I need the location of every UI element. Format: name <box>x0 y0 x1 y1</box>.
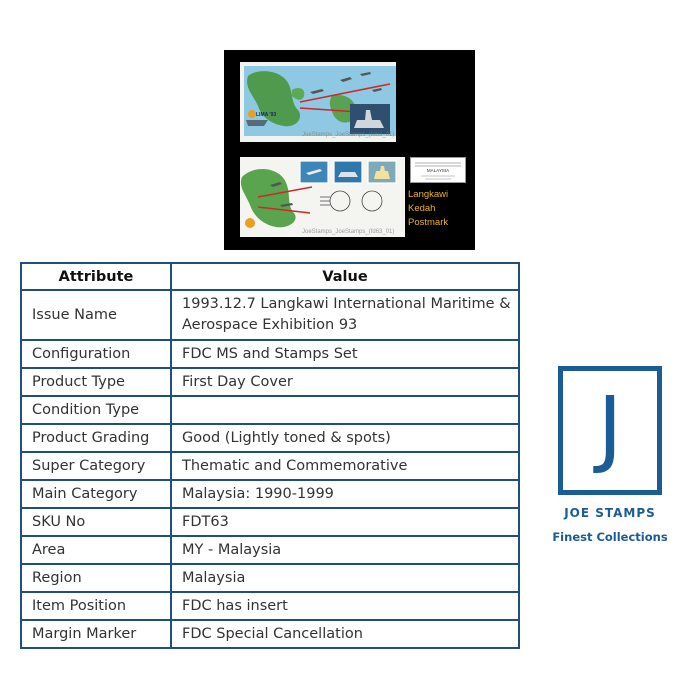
table-row <box>21 452 519 480</box>
attribute-cell: Region <box>21 564 171 592</box>
logo-brand-name: JOE STAMPS <box>564 506 656 520</box>
table-row <box>21 368 519 396</box>
table-row <box>21 508 519 536</box>
fdc-miniature-sheet <box>240 62 396 142</box>
attribute-cell: Product Grading <box>21 424 171 452</box>
table-row <box>21 290 519 340</box>
table-row <box>21 340 519 368</box>
attribute-cell: Area <box>21 536 171 564</box>
joe-stamps-logo <box>558 366 662 495</box>
header-value: Value <box>171 263 519 290</box>
watermark-text: JoeStamps_JoeStamps_(fd63_01) <box>302 229 395 235</box>
logo-letter: J <box>597 378 623 476</box>
lima-logo-text: LIMA '93 <box>256 112 277 118</box>
table-row <box>21 396 519 424</box>
value-cell: 1993.12.7 Langkawi International Maritime & Aerospace Exhibition 93 <box>171 290 519 340</box>
value-cell: Good (Lightly toned & spots) <box>171 424 519 452</box>
table-row <box>21 592 519 620</box>
product-photo <box>224 50 475 250</box>
postmark-country: MALAYSIA <box>426 168 450 173</box>
value-cell <box>171 396 519 424</box>
value-cell: FDT63 <box>171 508 519 536</box>
postmark-sample <box>410 157 466 183</box>
fdc-stamps-set <box>240 157 405 237</box>
caption-line: Postmark <box>408 217 449 228</box>
attribute-cell: Margin Marker <box>21 620 171 648</box>
attribute-cell: Configuration <box>21 340 171 368</box>
attribute-cell: Condition Type <box>21 396 171 424</box>
postmark-art <box>411 158 465 182</box>
value-cell: FDC Special Cancellation <box>171 620 519 648</box>
attribute-cell: Item Position <box>21 592 171 620</box>
table-row <box>21 480 519 508</box>
table-row <box>21 620 519 648</box>
caption-line: Langkawi <box>408 189 449 200</box>
fdc-miniature-sheet-art <box>240 62 396 142</box>
table-row <box>21 424 519 452</box>
caption-line: Kedah <box>408 203 436 214</box>
value-cell: First Day Cover <box>171 368 519 396</box>
logo-tagline: Finest Collections <box>552 530 668 544</box>
value-cell: FDC has insert <box>171 592 519 620</box>
value-cell: FDC MS and Stamps Set <box>171 340 519 368</box>
attribute-cell: Main Category <box>21 480 171 508</box>
fdc-stamps-set-art <box>240 157 405 237</box>
value-cell: MY - Malaysia <box>171 536 519 564</box>
attribute-cell: Super Category <box>21 452 171 480</box>
value-cell: Thematic and Commemorative <box>171 452 519 480</box>
attribute-table <box>20 262 520 649</box>
watermark-text: JoeStamps_JoeStamps_(fd63_01) <box>302 132 395 138</box>
attribute-cell: Issue Name <box>21 290 171 340</box>
header-attribute: Attribute <box>21 263 171 290</box>
attribute-cell: SKU No <box>21 508 171 536</box>
table-row <box>21 564 519 592</box>
postmark-caption <box>408 188 474 230</box>
attribute-cell: Product Type <box>21 368 171 396</box>
value-cell: Malaysia: 1990-1999 <box>171 480 519 508</box>
table-header-row <box>21 263 519 290</box>
table-row <box>21 536 519 564</box>
value-cell: Malaysia <box>171 564 519 592</box>
